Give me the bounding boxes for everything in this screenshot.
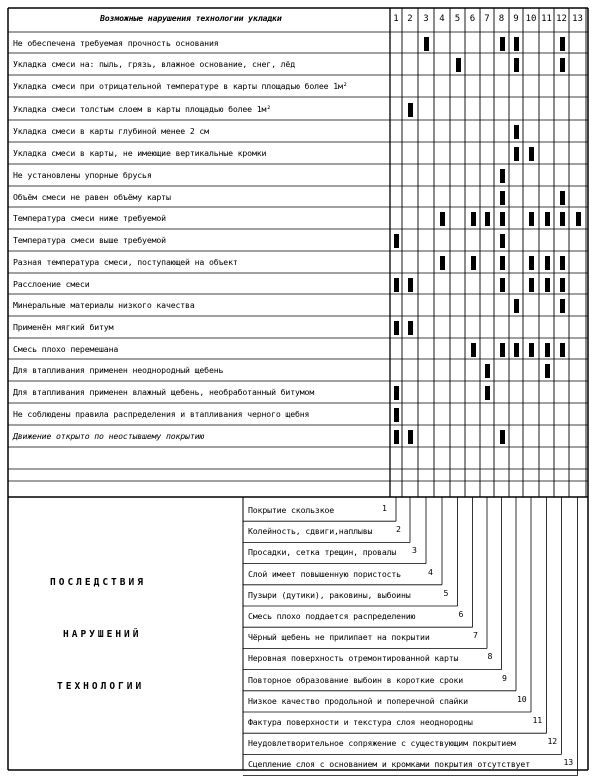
violation-mark <box>576 212 581 226</box>
violation-mark <box>500 169 505 183</box>
violation-label: Расслоение смеси <box>13 278 90 289</box>
consequence-number: 11 <box>532 715 543 725</box>
violation-mark <box>394 321 399 335</box>
violation-mark <box>500 212 505 226</box>
violation-mark <box>394 278 399 292</box>
violation-mark <box>514 299 519 313</box>
consequence-text: Неудовлетворительное сопряжение с существующим покрытием <box>248 738 516 749</box>
violation-mark <box>485 364 490 378</box>
violation-label: Минеральные материалы низкого качества <box>13 300 195 310</box>
violation-label: Температура смеси выше требуемой <box>13 235 166 245</box>
violation-mark <box>545 256 550 270</box>
consequence-number: 8 <box>487 651 493 662</box>
table-header: Возможные нарушения технологии укладки <box>100 13 282 23</box>
violation-mark <box>529 212 534 226</box>
consequence-text: Повторное образование выбоин в короткие сроки <box>248 674 464 685</box>
violation-mark <box>529 343 534 357</box>
violation-mark <box>545 278 550 292</box>
violation-mark <box>560 299 565 313</box>
violation-mark <box>485 386 490 400</box>
violation-mark <box>485 212 490 226</box>
violation-mark <box>394 430 399 444</box>
violation-label: Для втапливания применен неоднородный щебень <box>13 365 224 375</box>
violation-label: Применён мягкий битум <box>13 322 114 332</box>
violation-mark <box>500 256 505 270</box>
violation-mark <box>408 430 413 444</box>
violation-mark <box>440 212 445 226</box>
violation-label: Для втапливания применен влажный щебень, необработанный битумом <box>13 387 315 397</box>
violation-mark <box>514 343 519 357</box>
violation-mark <box>560 343 565 357</box>
column-number: 8 <box>498 14 505 24</box>
consequence-number: 10 <box>517 693 527 704</box>
violation-mark <box>424 37 429 51</box>
violation-label: Не установлены упорные брусья <box>13 170 152 180</box>
violation-mark <box>560 191 565 205</box>
consequence-number: 9 <box>502 672 507 683</box>
consequence-text: Колейность, сдвиги,наплывы <box>248 526 373 537</box>
violation-mark <box>514 37 519 51</box>
consequence-text: Слой имеет повышенную пористость <box>248 568 401 579</box>
consequence-number: 2 <box>396 524 401 535</box>
violation-mark <box>394 386 399 400</box>
column-number: 10 <box>525 14 537 24</box>
column-number: 2 <box>407 14 413 24</box>
violation-mark <box>529 278 534 292</box>
violation-label: Движение открыто по неостывшему покрытию <box>13 431 205 441</box>
consequences-title-line3: ТЕХНОЛОГИИ <box>57 681 145 692</box>
column-number: 11 <box>541 14 552 24</box>
violation-mark <box>500 430 505 444</box>
column-number: 13 <box>572 14 583 24</box>
violation-mark <box>560 278 565 292</box>
violation-mark <box>408 278 413 292</box>
column-number: 3 <box>423 14 429 24</box>
violation-mark <box>456 58 461 72</box>
consequence-number: 7 <box>473 630 478 641</box>
violation-mark <box>408 103 413 117</box>
violation-mark <box>500 191 505 205</box>
violation-mark <box>560 58 565 72</box>
violation-mark <box>560 256 565 270</box>
violation-mark <box>500 234 505 248</box>
consequence-text: Низкое качество продольной и поперечной спайки <box>248 695 468 706</box>
consequence-number: 5 <box>443 587 449 598</box>
column-number: 9 <box>513 14 519 24</box>
violation-label: Укладка смеси на: пыль, грязь, влажное основание, снег, лёд <box>13 59 295 69</box>
consequence-text: Пузыри (дутики), раковины, выбоины <box>248 589 411 600</box>
violation-label: Разная температура смеси, поступающей на объект <box>13 257 238 267</box>
consequence-number: 12 <box>547 736 558 747</box>
column-number: 4 <box>439 14 445 24</box>
consequences-title-line2: НАРУШЕНИЙ <box>63 629 142 640</box>
consequence-text: Чёрный щебень не прилипает на покрытии <box>248 632 430 643</box>
consequences-title-line1: ПОСЛЕДСТВИЯ <box>50 577 146 588</box>
violation-mark <box>560 212 565 226</box>
violation-mark <box>529 147 534 161</box>
violation-mark <box>529 256 534 270</box>
violation-label: Температура смеси ниже требуемой <box>13 213 166 223</box>
consequence-number: 1 <box>382 503 387 513</box>
violation-mark <box>471 256 476 270</box>
violation-mark <box>500 343 505 357</box>
column-number: 12 <box>556 14 567 24</box>
violation-label: Объём смеси не равен объёму карты <box>13 191 171 202</box>
column-number: 1 <box>393 14 399 24</box>
violation-mark <box>514 125 519 139</box>
consequence-number: 13 <box>563 757 574 768</box>
consequence-text: Смесь плохо поддается распределению <box>248 611 416 621</box>
violation-label: Укладка смеси толстым слоем в карты площадью более 1м² <box>13 103 272 114</box>
consequence-number: 4 <box>428 566 433 577</box>
violation-mark <box>471 212 476 226</box>
violation-mark <box>545 343 550 357</box>
violation-mark <box>471 343 476 357</box>
violation-mark <box>440 256 445 270</box>
violation-mark <box>500 278 505 292</box>
violation-mark <box>394 408 399 422</box>
violation-label: Смесь плохо перемешана <box>13 343 119 354</box>
consequence-text: Неровная поверхность отремонтированной карты <box>248 653 459 664</box>
violation-mark <box>545 364 550 378</box>
violation-mark <box>500 37 505 51</box>
consequence-text: Просадки, сетка трещин, провалы <box>248 547 397 558</box>
violation-label: Не соблюдены правила распределения и втапливания черного щебня <box>13 409 310 419</box>
column-number: 6 <box>469 14 476 24</box>
violation-mark <box>545 212 550 226</box>
violation-label: Укладка смеси в карты, не имеющие вертикальные кромки <box>13 148 267 158</box>
violation-mark <box>394 234 399 248</box>
consequence-number: 3 <box>412 545 417 556</box>
consequence-text: Сцепление слоя с основанием и кромками покрытия отсутствует <box>248 759 530 770</box>
violation-mark <box>514 58 519 72</box>
violation-mark <box>560 37 565 51</box>
violation-label: Укладка смеси в карты глубиной менее 2 см <box>13 126 209 136</box>
column-number: 5 <box>454 14 461 24</box>
column-number: 7 <box>484 14 490 24</box>
consequence-text: Фактура поверхности и текстура слоя неоднородны <box>248 717 473 727</box>
violation-label: Не обеспечена требуемая прочность основания <box>13 37 219 48</box>
violation-mark <box>408 321 413 335</box>
consequence-text: Покрытие скользкое <box>248 505 335 515</box>
violation-mark <box>514 147 519 161</box>
consequence-number: 6 <box>458 609 464 619</box>
violation-label: Укладка смеси при отрицательной температуре в карты площадью более 1м² <box>13 81 348 91</box>
